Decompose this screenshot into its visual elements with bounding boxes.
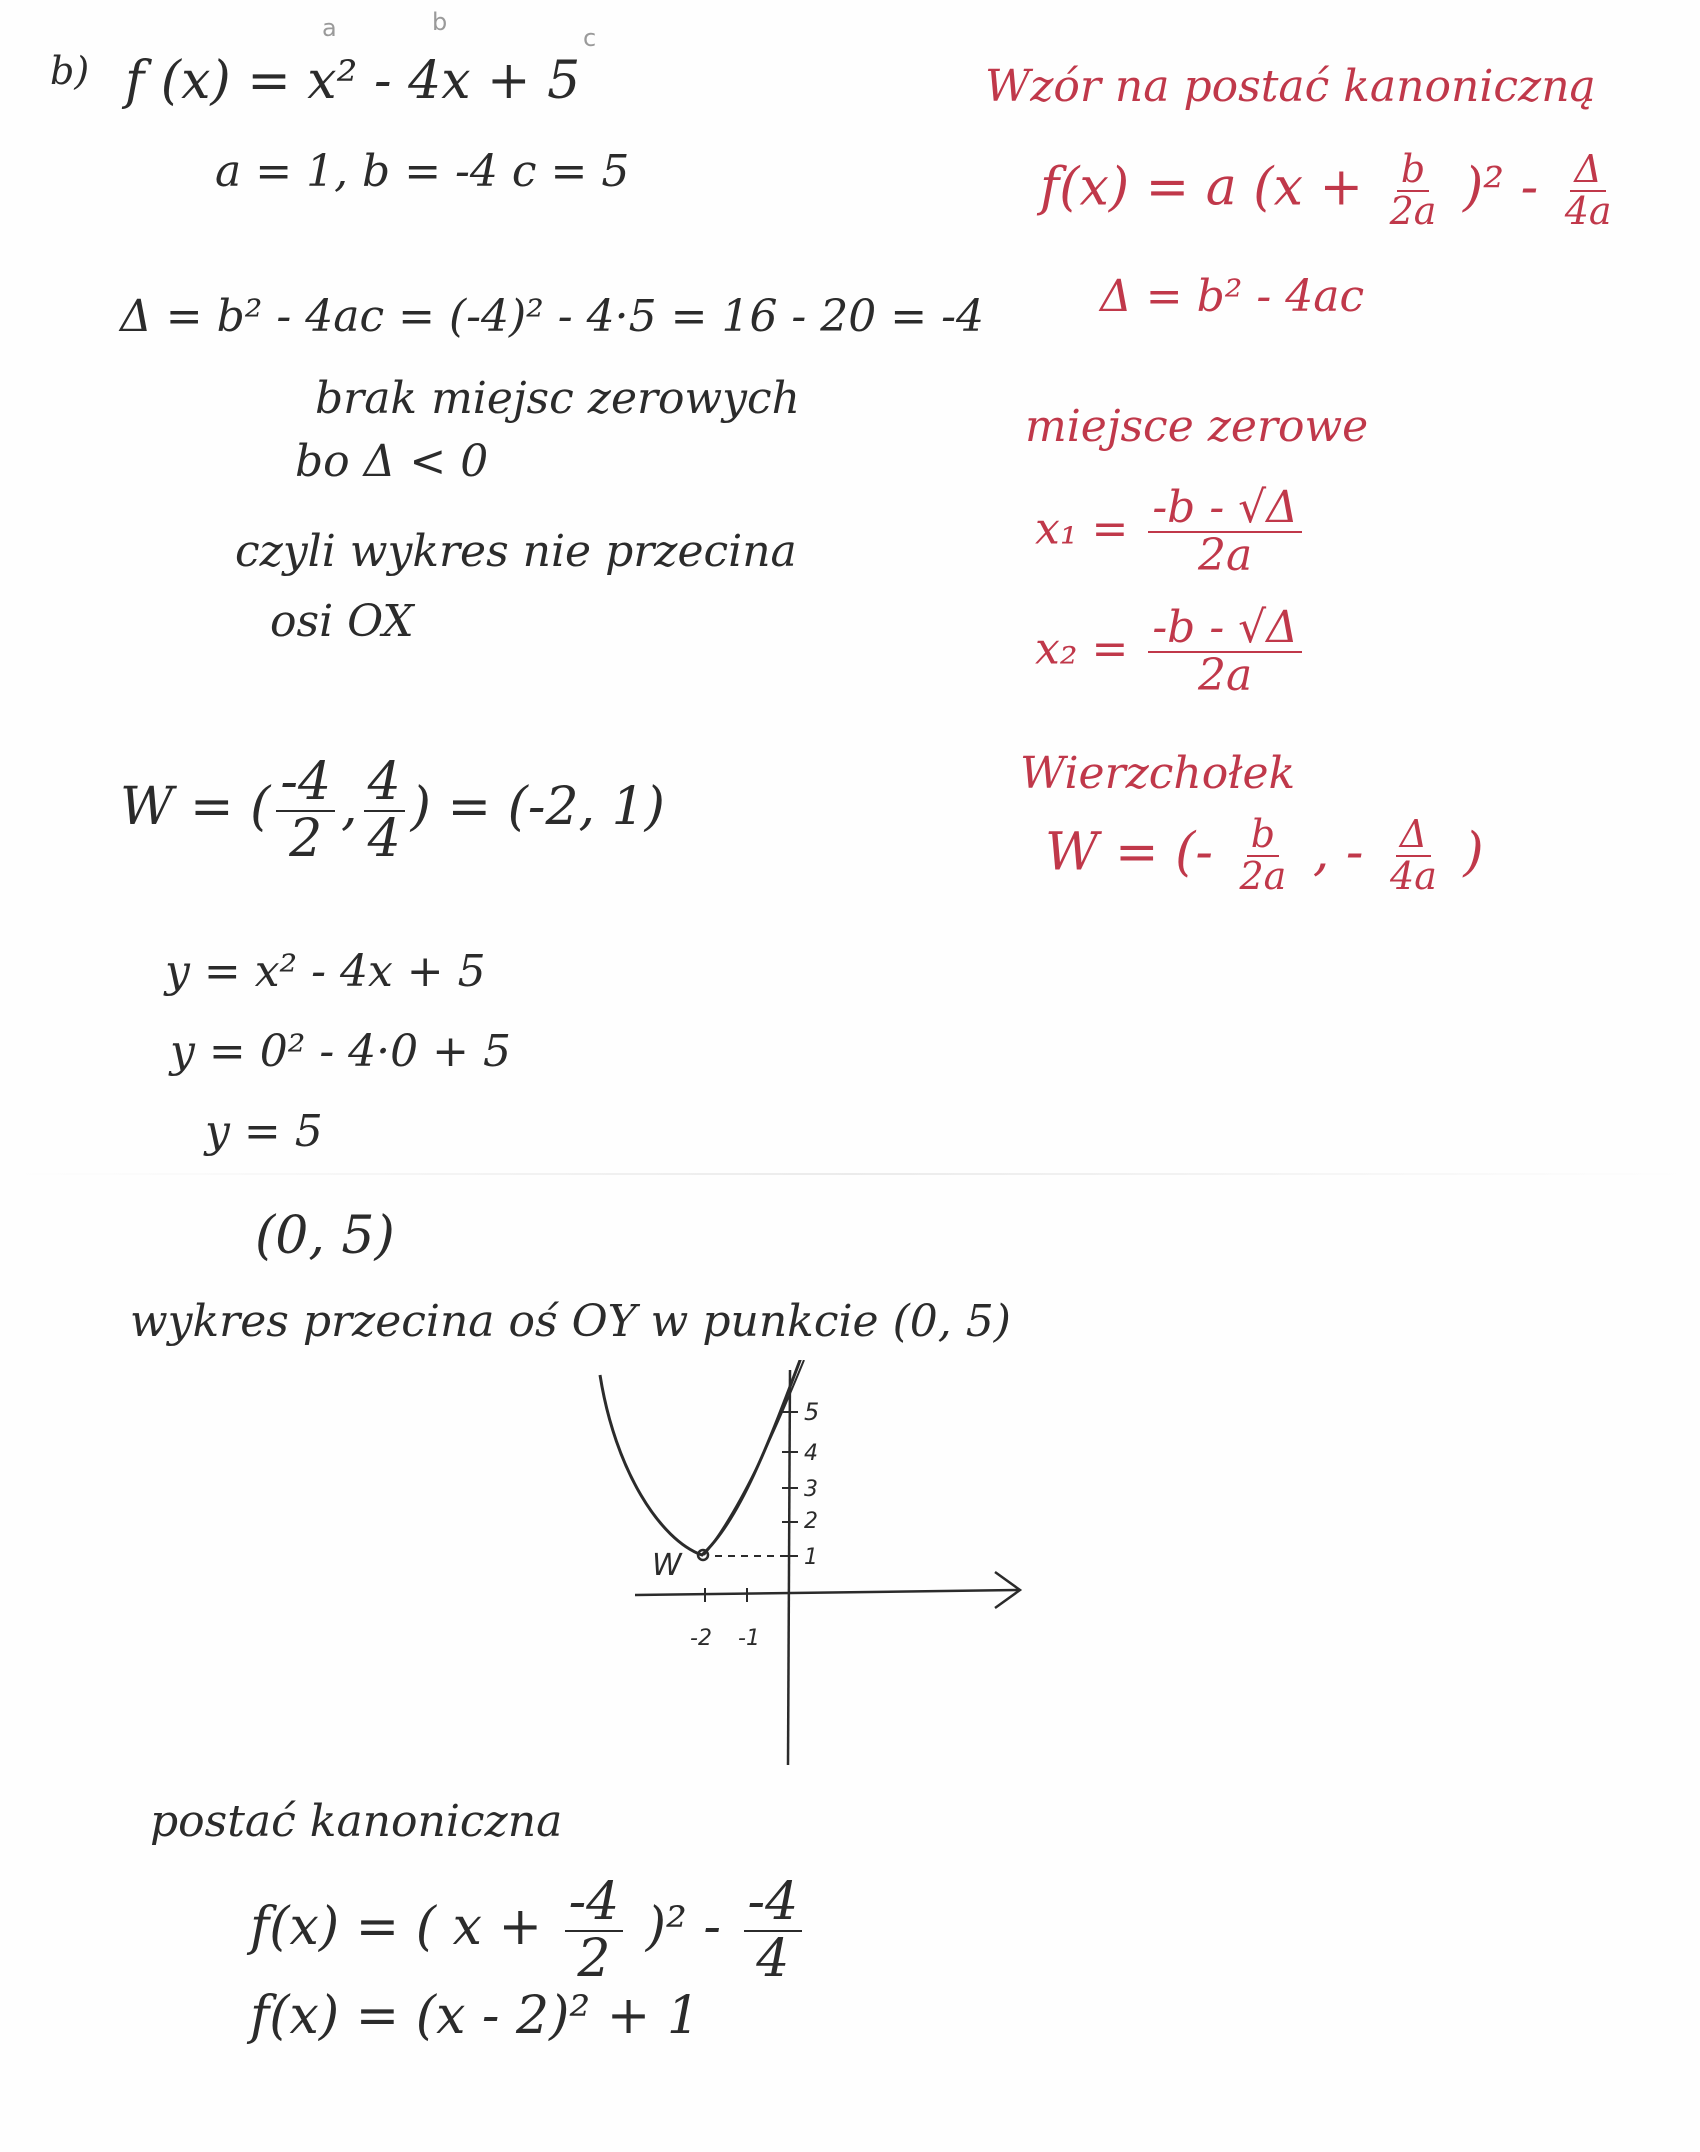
function-definition [125, 51, 581, 111]
vertex-prefix: W = [120, 777, 234, 838]
canon-f1-num: b [1397, 150, 1429, 192]
x1-num: -b - √Δ [1148, 485, 1302, 533]
coef-letter-c: c [583, 24, 597, 52]
no-zeros-line-2: bo Δ < 0 [295, 436, 489, 487]
vertex-f2-num: Δ [1396, 815, 1431, 857]
no-cross-line-2: osi OX [270, 596, 414, 647]
coefficients: a = 1, b = -4 c = 5 [215, 146, 630, 197]
coef-letter-a: a [322, 14, 337, 42]
y-tick-label-4: 4 [804, 1441, 818, 1466]
x-tick-label-minus-1: -1 [738, 1626, 760, 1651]
vertex-p-fraction [276, 752, 335, 869]
canon-prefix: f(x) = a (x + [1040, 157, 1364, 218]
canon-fraction-2 [1561, 147, 1616, 233]
vertex-formula-fraction-2 [1386, 812, 1441, 898]
canonical-result: f(x) = (x - 2)² + 1 [250, 1986, 700, 2046]
parabola-sketch [590, 1360, 1050, 1780]
vertex-result: = (-2, 1) [447, 777, 665, 838]
vertex-formula-close: ) [1463, 822, 1484, 883]
x-tick-label-minus-2: -2 [690, 1626, 712, 1651]
y-tick-label-5: 5 [804, 1398, 820, 1426]
delta-calculation: Δ = b² - 4ac = (-4)² - 4·5 = 16 - 20 = -4 [120, 291, 984, 342]
y-tick-label-2: 2 [804, 1509, 818, 1534]
canonical-prefix: f(x) = ( x + [250, 1897, 543, 1958]
canonical-substitution [250, 1872, 808, 1989]
vertex-formula-fraction-1 [1235, 812, 1290, 898]
y-axis [788, 1370, 790, 1765]
y-tick-label-3: 3 [804, 1477, 818, 1502]
y-step-3: y = 5 [205, 1106, 323, 1157]
canonical-frac2-den: 4 [756, 1928, 790, 1989]
canonical-formula [1040, 147, 1622, 233]
x2-fraction [1148, 602, 1302, 702]
parabola-curve [600, 1360, 802, 1555]
canonical-frac2-num: -4 [744, 1875, 803, 1932]
x2-num: -b - √Δ [1148, 605, 1302, 653]
x1-label: x₁ = [1035, 503, 1129, 555]
zeros-title: miejsce zerowe [1025, 401, 1369, 452]
x2-label: x₂ = [1035, 623, 1129, 675]
problem-label: b) [50, 49, 90, 93]
coef-letter-b: b [432, 8, 448, 36]
canon-fraction-1 [1386, 147, 1441, 233]
x2-formula [1035, 602, 1308, 702]
paper-fold [0, 1173, 1700, 1175]
canon-f2-num: Δ [1570, 150, 1605, 192]
y-tick-label-1: 1 [804, 1545, 818, 1570]
vertex-formula-sep: , - [1312, 822, 1364, 883]
y-step-1: y = x² - 4x + 5 [165, 946, 486, 997]
canonical-frac1-den: 2 [577, 1928, 611, 1989]
canon-mid: )² - [1462, 157, 1539, 218]
canon-f2-den: 4a [1564, 188, 1612, 233]
vertex-formula-prefix: W = (- [1045, 822, 1213, 883]
function-definition-text: f (x) = x² - 4x + 5 [125, 51, 581, 111]
canonical-frac1-num: -4 [565, 1875, 624, 1932]
canonical-fraction-1 [565, 1872, 624, 1989]
x1-den: 2a [1198, 530, 1253, 582]
x2-den: 2a [1198, 650, 1253, 702]
vertex-f1-num: b [1247, 815, 1279, 857]
formula-title: Wzór na postać kanoniczną [985, 61, 1596, 112]
vertex-f1-den: 2a [1239, 853, 1287, 898]
oy-intercept-sentence: wykres przecina oś OY w punkcie (0, 5) [130, 1296, 1011, 1347]
vertex-p-num: -4 [276, 755, 335, 812]
canonical-title: postać kanoniczna [150, 1796, 563, 1847]
vertex-p-den: 2 [289, 808, 323, 869]
x-axis [635, 1590, 1020, 1595]
x1-fraction [1148, 482, 1302, 582]
canonical-fraction-2 [744, 1872, 803, 1989]
point-0-5: (0, 5) [255, 1206, 395, 1266]
vertex-calculation: W = ( $\frac{-4}{2}$ , $\frac{4}{4}$ ) = (-2, 1) [120, 752, 665, 869]
delta-formula: Δ = b² - 4ac [1100, 271, 1365, 322]
no-cross-line-1: czyli wykres nie przecina [235, 526, 797, 577]
canonical-mid: )² - [645, 1897, 721, 1958]
vertex-formula [1045, 812, 1484, 898]
y-step-2: y = 0² - 4·0 + 5 [170, 1026, 511, 1077]
vertex-q-den: 4 [367, 808, 401, 869]
vertex-f2-den: 4a [1390, 853, 1437, 898]
no-zeros-line-1: brak miejsc zerowych [315, 373, 801, 424]
canon-f1-den: 2a [1389, 188, 1437, 233]
vertex-q-fraction [364, 752, 405, 869]
vertex-title: Wierzchołek [1020, 748, 1296, 799]
vertex-q-num: 4 [364, 755, 405, 812]
x1-formula [1035, 482, 1308, 582]
vertex-label: W [652, 1548, 682, 1583]
